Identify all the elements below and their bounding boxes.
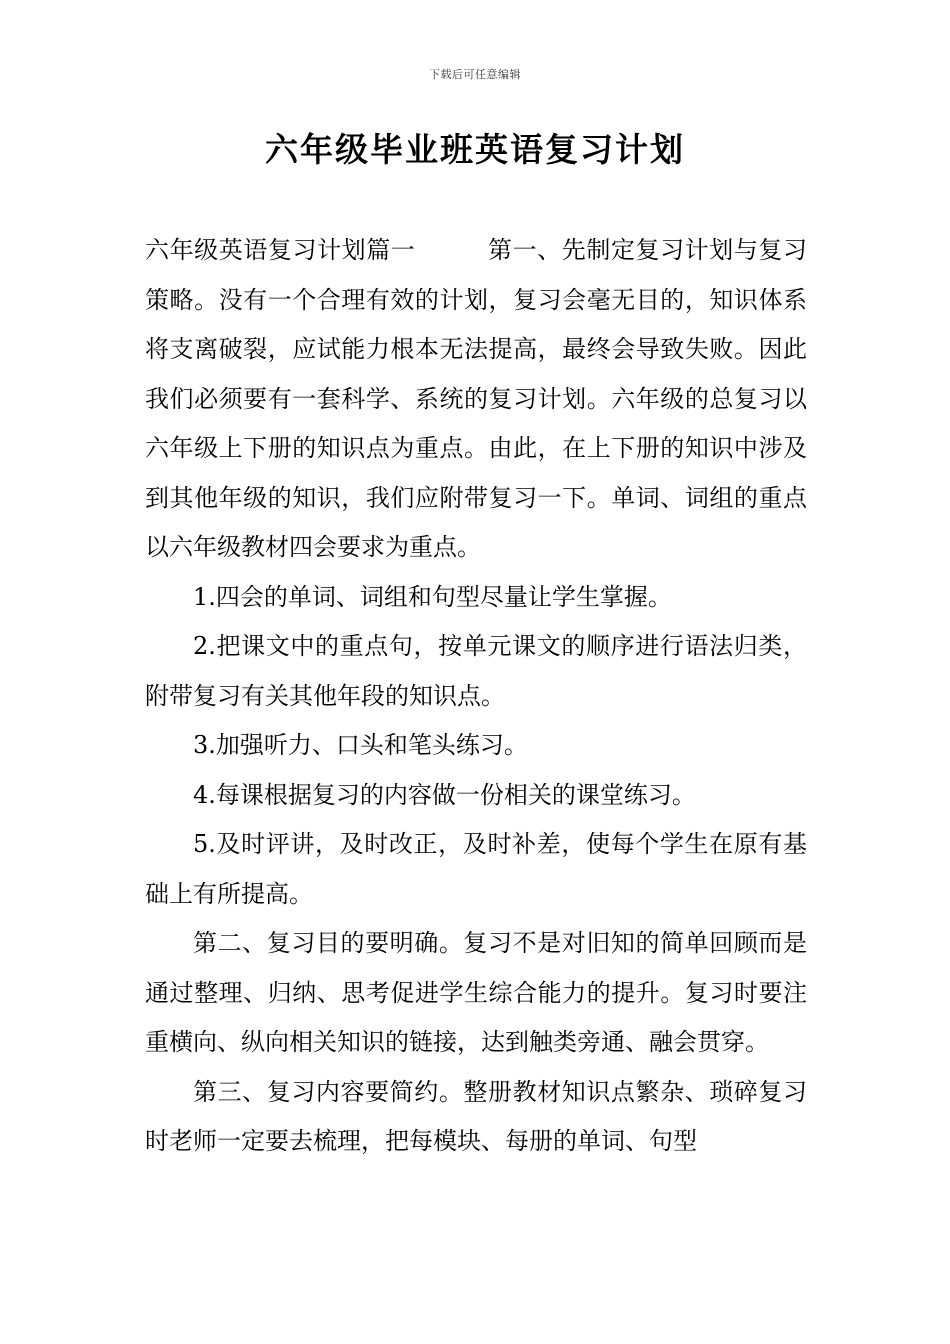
intro-text: 第一、先制定复习计划与复习策略。没有一个合理有效的计划，复习会毫无目的，知识体系将支离破裂，应试能力根本无法提高，最终会导致失败。因此我们必须要有一套科学、系统的复习计划。六年级的总复习以六年级上下册的知识点为重点。由此，在上下册的知识中涉及到其他年级的知识，我们应附带复习一下。单词、词组的重点以六年级教材四会要求为重点。 <box>145 236 808 561</box>
intro-lead: 六年级英语复习计划篇一 <box>145 236 416 264</box>
intro-paragraph <box>145 226 807 573</box>
document-title: 六年级毕业班英语复习计划 <box>265 130 685 169</box>
header-note: 下载后可任意编辑 <box>429 68 521 81</box>
list-item: 1.四会的单词、词组和句型尽量让学生掌握。 <box>193 582 672 611</box>
list-item: 3.加强听力、口头和笔头练习。 <box>193 731 528 759</box>
list-item: 5.及时评讲，及时改正，及时补差，使每个学生在原有基础上有所提高。 <box>145 830 807 908</box>
list-item: 2.把课文中的重点句，按单元课文的顺序进行语法归类，附带复习有关其他年段的知识点。 <box>145 632 807 710</box>
document-body <box>145 226 807 1167</box>
list-item: 4.每课根据复习的内容做一份相关的课堂练习。 <box>193 780 696 809</box>
body-paragraph: 第二、复习目的要明确。复习不是对旧知的简单回顾而是通过整理、归纳、思考促进学生综合能力的提升。复习时要注重横向、纵向相关知识的链接，达到触类旁通、融会贯穿。 <box>145 929 807 1056</box>
body-paragraph: 第三、复习内容要简约。整册教材知识点繁杂、琐碎复习时老师一定要去梳理，把每模块、每册的单词、句型 <box>145 1077 807 1155</box>
